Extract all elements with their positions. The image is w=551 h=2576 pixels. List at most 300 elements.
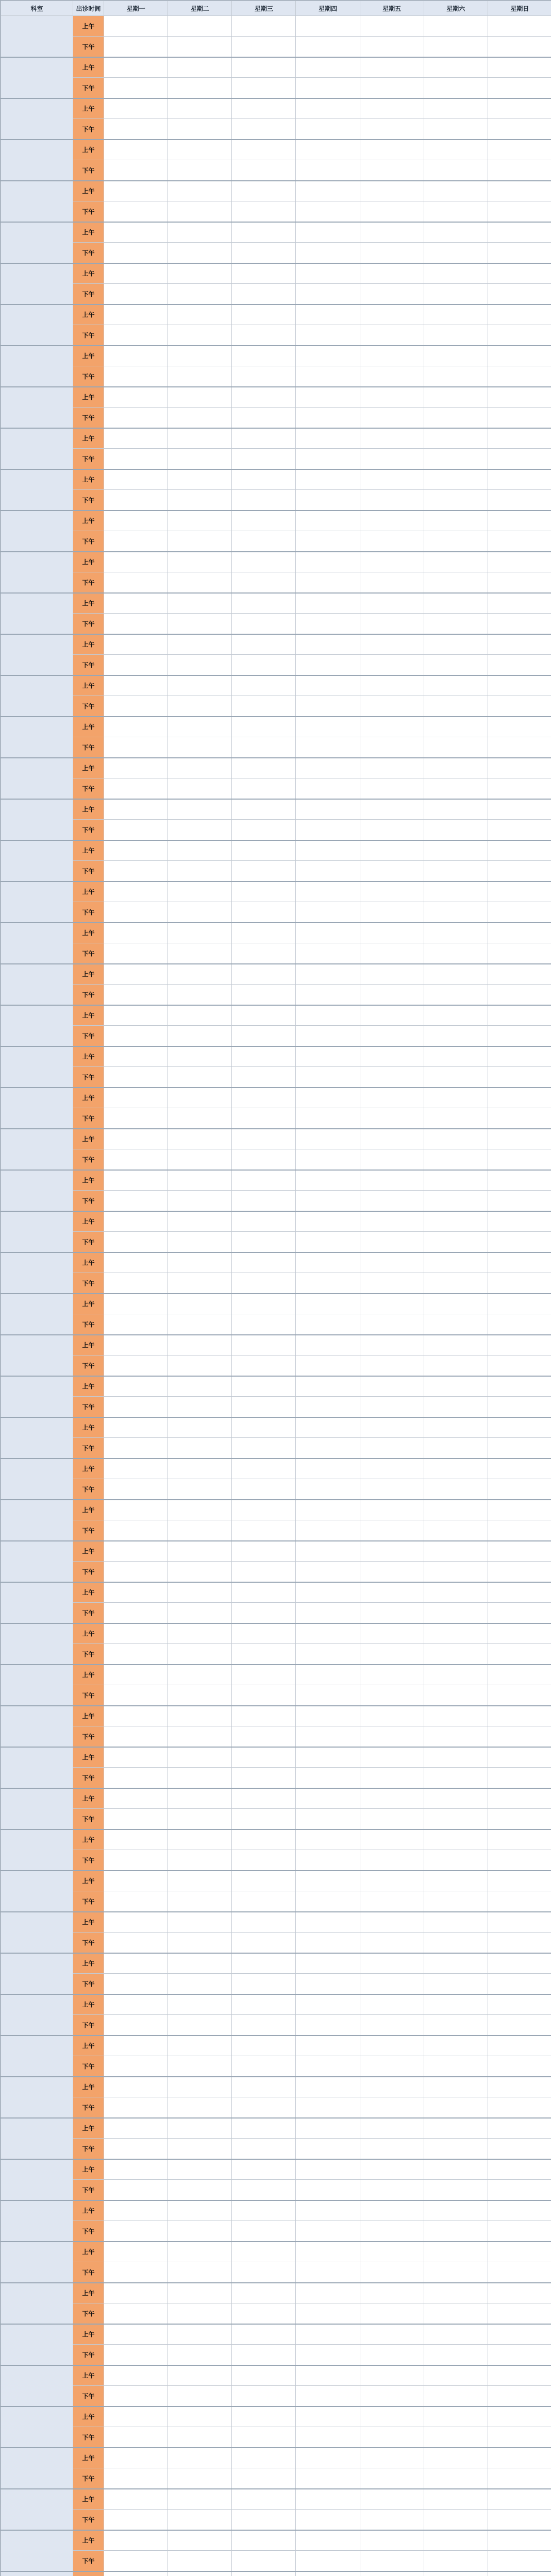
schedule-cell-text xyxy=(296,2056,359,2058)
schedule-cell xyxy=(104,675,168,696)
schedule-cell-text xyxy=(296,1789,359,1791)
schedule-cell xyxy=(360,1479,424,1500)
schedule-cell xyxy=(360,1046,424,1067)
schedule-cell-text xyxy=(104,181,168,183)
schedule-cell xyxy=(104,1871,168,1891)
schedule-cell xyxy=(232,2303,296,2324)
schedule-cell xyxy=(360,2221,424,2242)
schedule-cell-text xyxy=(104,717,168,719)
schedule-cell-text xyxy=(360,1171,424,1173)
schedule-cell xyxy=(296,2180,360,2200)
schedule-cell-text xyxy=(104,696,168,698)
schedule-cell-text xyxy=(232,2119,295,2121)
schedule-cell-text xyxy=(296,2386,359,2388)
department-cell xyxy=(1,2448,73,2489)
schedule-cell-text xyxy=(360,1891,424,1893)
schedule-cell xyxy=(488,366,551,387)
schedule-cell xyxy=(488,2180,551,2200)
schedule-cell xyxy=(360,2406,424,2427)
table-row xyxy=(1,1953,551,1974)
schedule-cell-text xyxy=(168,737,231,739)
schedule-cell xyxy=(296,2510,360,2530)
schedule-cell xyxy=(360,1541,424,1562)
schedule-cell-text xyxy=(360,1809,424,1811)
schedule-cell-text xyxy=(168,1706,231,1708)
schedule-cell-text xyxy=(360,2468,424,2470)
schedule-cell xyxy=(424,2056,488,2077)
schedule-cell-text xyxy=(360,140,424,142)
schedule-cell-text xyxy=(232,2325,295,2327)
schedule-cell-text xyxy=(104,1355,168,1358)
schedule-cell-text xyxy=(488,1871,551,1873)
schedule-cell xyxy=(104,1314,168,1335)
schedule-cell xyxy=(232,511,296,531)
schedule-cell xyxy=(168,243,232,263)
schedule-cell xyxy=(424,2036,488,2056)
session-pm: 下午 xyxy=(73,1232,104,1252)
department-cell xyxy=(1,2283,73,2324)
schedule-cell-text xyxy=(488,943,551,945)
schedule-cell xyxy=(360,160,424,181)
schedule-cell-text xyxy=(104,1294,168,1296)
schedule-cell xyxy=(232,366,296,387)
schedule-cell xyxy=(232,1891,296,1912)
schedule-cell xyxy=(232,304,296,325)
schedule-cell xyxy=(104,2510,168,2530)
schedule-cell-text xyxy=(168,2489,231,2492)
schedule-cell-text xyxy=(360,78,424,80)
schedule-cell xyxy=(296,778,360,799)
schedule-cell xyxy=(296,737,360,758)
schedule-cell xyxy=(488,140,551,160)
schedule-cell xyxy=(360,37,424,57)
schedule-cell xyxy=(488,2056,551,2077)
schedule-cell xyxy=(360,2200,424,2221)
schedule-cell xyxy=(296,1211,360,1232)
schedule-cell-text xyxy=(424,594,488,596)
schedule-cell xyxy=(168,1232,232,1252)
schedule-cell xyxy=(360,1953,424,1974)
schedule-cell-text xyxy=(104,985,168,987)
schedule-cell-text xyxy=(360,1933,424,1935)
schedule-cell-text xyxy=(168,58,231,60)
schedule-cell xyxy=(232,572,296,593)
schedule-cell-text xyxy=(232,1830,295,1832)
schedule-cell xyxy=(104,1046,168,1067)
schedule-cell-text xyxy=(488,1891,551,1893)
schedule-cell-text xyxy=(488,985,551,987)
schedule-cell xyxy=(232,1541,296,1562)
schedule-cell xyxy=(424,2118,488,2139)
schedule-cell xyxy=(360,943,424,964)
table-row xyxy=(1,2345,551,2365)
schedule-cell xyxy=(104,1191,168,1211)
schedule-cell-text xyxy=(360,696,424,698)
schedule-cell-text xyxy=(488,1191,551,1193)
schedule-cell-text xyxy=(296,1294,359,1296)
schedule-cell xyxy=(232,2056,296,2077)
schedule-cell-text xyxy=(488,2427,551,2429)
schedule-cell xyxy=(488,2200,551,2221)
schedule-cell-text xyxy=(424,99,488,101)
schedule-cell-text xyxy=(424,366,488,368)
schedule-cell xyxy=(168,2406,232,2427)
schedule-cell xyxy=(296,882,360,902)
schedule-cell-text xyxy=(232,140,295,142)
schedule-cell-text xyxy=(232,284,295,286)
schedule-cell-text xyxy=(424,2262,488,2264)
table-row xyxy=(1,1520,551,1541)
schedule-cell-text xyxy=(168,2160,231,2162)
schedule-cell xyxy=(232,1005,296,1026)
schedule-cell xyxy=(360,778,424,799)
session-am: 上午 xyxy=(73,346,104,366)
department-cell xyxy=(1,2242,73,2283)
schedule-cell-text xyxy=(360,1397,424,1399)
schedule-cell-text xyxy=(424,1335,488,1337)
schedule-cell-text xyxy=(168,800,231,802)
schedule-cell xyxy=(488,387,551,408)
schedule-cell xyxy=(360,1850,424,1871)
schedule-cell xyxy=(232,1912,296,1933)
schedule-cell xyxy=(488,2530,551,2551)
schedule-cell-text xyxy=(488,800,551,802)
schedule-cell-text xyxy=(296,2160,359,2162)
schedule-cell-text xyxy=(168,2572,231,2574)
session-am: 上午 xyxy=(73,2242,104,2262)
session-pm: 下午 xyxy=(73,820,104,840)
table-row xyxy=(1,634,551,655)
schedule-cell xyxy=(488,1088,551,1108)
schedule-cell xyxy=(488,1582,551,1603)
schedule-cell xyxy=(296,1644,360,1665)
session-pm: 下午 xyxy=(73,1026,104,1046)
schedule-cell-text xyxy=(360,2427,424,2429)
schedule-cell-text xyxy=(360,1294,424,1296)
schedule-cell xyxy=(232,1129,296,1149)
schedule-cell-text xyxy=(360,2366,424,2368)
schedule-cell xyxy=(168,57,232,78)
schedule-cell-text xyxy=(296,2325,359,2327)
schedule-cell xyxy=(488,1046,551,1067)
schedule-cell-text xyxy=(488,696,551,698)
schedule-cell xyxy=(424,325,488,346)
schedule-cell xyxy=(104,98,168,119)
schedule-cell-text xyxy=(360,37,424,39)
schedule-cell xyxy=(296,2365,360,2386)
schedule-cell xyxy=(232,2468,296,2489)
schedule-cell xyxy=(168,387,232,408)
schedule-cell xyxy=(360,140,424,160)
schedule-cell xyxy=(232,408,296,428)
schedule-cell-text xyxy=(488,1995,551,1997)
schedule-cell xyxy=(104,799,168,820)
schedule-cell-text xyxy=(488,16,551,18)
schedule-cell xyxy=(104,243,168,263)
schedule-cell xyxy=(488,1974,551,1994)
schedule-cell-text xyxy=(168,1850,231,1852)
schedule-cell-text xyxy=(360,346,424,348)
schedule-cell-text xyxy=(168,284,231,286)
schedule-cell-text xyxy=(168,1603,231,1605)
schedule-cell-text xyxy=(488,841,551,843)
schedule-cell xyxy=(104,366,168,387)
schedule-cell-text xyxy=(360,1603,424,1605)
schedule-cell-text xyxy=(424,1006,488,1008)
table-row xyxy=(1,696,551,717)
session-pm: 下午 xyxy=(73,1314,104,1335)
schedule-cell-text xyxy=(360,1253,424,1255)
department-cell xyxy=(1,1088,73,1129)
schedule-cell-text xyxy=(360,1665,424,1667)
schedule-cell xyxy=(168,37,232,57)
schedule-cell-text xyxy=(488,140,551,142)
schedule-cell xyxy=(232,1953,296,1974)
schedule-cell xyxy=(296,325,360,346)
schedule-cell xyxy=(424,1768,488,1788)
schedule-cell-text xyxy=(488,264,551,266)
schedule-cell-text xyxy=(424,181,488,183)
schedule-cell-text xyxy=(424,1830,488,1832)
schedule-cell-text xyxy=(168,717,231,719)
table-row xyxy=(1,1768,551,1788)
schedule-cell-text xyxy=(360,1149,424,1151)
schedule-cell-text xyxy=(296,408,359,410)
schedule-cell xyxy=(360,1252,424,1273)
schedule-cell-text xyxy=(168,1438,231,1440)
schedule-cell-text xyxy=(104,160,168,162)
schedule-cell xyxy=(296,37,360,57)
schedule-cell xyxy=(232,449,296,469)
schedule-cell xyxy=(104,37,168,57)
schedule-cell xyxy=(104,1788,168,1809)
schedule-cell xyxy=(232,2118,296,2139)
schedule-cell xyxy=(488,78,551,98)
schedule-cell-text xyxy=(232,2283,295,2285)
schedule-cell xyxy=(360,2468,424,2489)
schedule-cell xyxy=(104,2242,168,2262)
schedule-cell xyxy=(424,1191,488,1211)
schedule-cell xyxy=(296,717,360,737)
schedule-cell xyxy=(232,325,296,346)
schedule-cell-text xyxy=(488,201,551,204)
schedule-cell xyxy=(104,923,168,943)
schedule-cell-text xyxy=(296,943,359,945)
schedule-cell xyxy=(232,1355,296,1376)
schedule-cell-text xyxy=(488,1748,551,1750)
schedule-cell xyxy=(488,1788,551,1809)
schedule-cell xyxy=(232,820,296,840)
schedule-cell-text xyxy=(296,841,359,843)
schedule-cell xyxy=(168,737,232,758)
schedule-cell xyxy=(104,717,168,737)
schedule-cell-text xyxy=(104,1191,168,1193)
schedule-cell-text xyxy=(296,882,359,884)
department-cell xyxy=(1,1211,73,1252)
schedule-cell xyxy=(488,717,551,737)
schedule-cell-text xyxy=(488,676,551,678)
schedule-cell xyxy=(232,2200,296,2221)
table-row xyxy=(1,1562,551,1582)
table-row xyxy=(1,78,551,98)
schedule-cell-text xyxy=(296,1171,359,1173)
schedule-cell xyxy=(424,263,488,284)
schedule-cell xyxy=(168,2386,232,2406)
schedule-cell xyxy=(296,1376,360,1397)
schedule-cell xyxy=(232,1108,296,1129)
schedule-cell xyxy=(232,1623,296,1644)
schedule-cell-text xyxy=(232,2572,295,2574)
department-cell xyxy=(1,2036,73,2077)
schedule-cell xyxy=(360,511,424,531)
schedule-cell xyxy=(488,1603,551,1623)
session-am: 上午 xyxy=(73,469,104,490)
session-pm: 下午 xyxy=(73,696,104,717)
schedule-cell xyxy=(296,428,360,449)
schedule-cell xyxy=(488,2489,551,2510)
schedule-cell xyxy=(360,1644,424,1665)
schedule-cell xyxy=(232,1314,296,1335)
schedule-cell-text xyxy=(168,902,231,904)
schedule-cell xyxy=(360,2489,424,2510)
schedule-cell-text xyxy=(104,264,168,266)
schedule-cell xyxy=(104,1829,168,1850)
table-row xyxy=(1,140,551,160)
table-row xyxy=(1,2036,551,2056)
schedule-cell xyxy=(488,346,551,366)
schedule-cell xyxy=(424,37,488,57)
schedule-cell xyxy=(488,840,551,861)
schedule-cell xyxy=(488,284,551,304)
schedule-cell xyxy=(360,263,424,284)
session-pm: 下午 xyxy=(73,1438,104,1459)
department-cell xyxy=(1,1623,73,1665)
schedule-cell-text xyxy=(360,1026,424,1028)
schedule-cell-text xyxy=(360,861,424,863)
table-row xyxy=(1,1582,551,1603)
schedule-cell-text xyxy=(168,923,231,925)
schedule-cell xyxy=(296,222,360,243)
schedule-cell xyxy=(424,1520,488,1541)
schedule-cell-text xyxy=(424,1603,488,1605)
schedule-cell xyxy=(488,1355,551,1376)
schedule-cell xyxy=(104,1768,168,1788)
schedule-cell-text xyxy=(488,552,551,554)
schedule-cell xyxy=(168,1768,232,1788)
department-cell xyxy=(1,428,73,469)
session-pm: 下午 xyxy=(73,449,104,469)
schedule-cell xyxy=(232,943,296,964)
session-pm: 下午 xyxy=(73,1273,104,1294)
department-cell xyxy=(1,1829,73,1871)
schedule-cell-text xyxy=(168,985,231,987)
schedule-cell xyxy=(424,2365,488,2386)
session-pm: 下午 xyxy=(73,655,104,675)
schedule-cell-text xyxy=(488,1830,551,1832)
schedule-cell xyxy=(232,1417,296,1438)
schedule-cell-text xyxy=(232,1253,295,1255)
schedule-cell xyxy=(360,1438,424,1459)
schedule-cell-text xyxy=(360,1850,424,1852)
table-row xyxy=(1,1417,551,1438)
schedule-cell xyxy=(232,717,296,737)
schedule-cell xyxy=(232,2097,296,2118)
schedule-cell-text xyxy=(488,1850,551,1852)
schedule-cell xyxy=(360,1026,424,1046)
schedule-cell-text xyxy=(488,325,551,327)
schedule-cell-text xyxy=(168,655,231,657)
schedule-cell xyxy=(360,1191,424,1211)
schedule-cell-text xyxy=(488,1665,551,1667)
schedule-cell-text xyxy=(360,284,424,286)
schedule-cell xyxy=(360,387,424,408)
schedule-cell xyxy=(296,1562,360,1582)
session-pm: 下午 xyxy=(73,1355,104,1376)
table-row xyxy=(1,1726,551,1747)
schedule-cell xyxy=(168,511,232,531)
schedule-cell-text xyxy=(360,181,424,183)
schedule-cell xyxy=(424,717,488,737)
schedule-cell xyxy=(488,675,551,696)
schedule-cell-text xyxy=(488,1541,551,1544)
schedule-cell xyxy=(232,1994,296,2015)
session-pm: 下午 xyxy=(73,1108,104,1129)
schedule-cell xyxy=(104,222,168,243)
schedule-cell-text xyxy=(424,2180,488,2182)
schedule-cell xyxy=(488,449,551,469)
schedule-cell-text xyxy=(424,1995,488,1997)
schedule-cell xyxy=(104,943,168,964)
schedule-cell-text xyxy=(360,2221,424,2223)
schedule-cell xyxy=(424,1953,488,1974)
schedule-cell xyxy=(168,1726,232,1747)
schedule-cell xyxy=(488,1623,551,1644)
schedule-cell xyxy=(360,1149,424,1170)
schedule-cell-text xyxy=(424,1438,488,1440)
schedule-cell xyxy=(232,2448,296,2468)
schedule-cell-text xyxy=(104,1583,168,1585)
schedule-cell xyxy=(296,1623,360,1644)
schedule-cell-text xyxy=(104,1912,168,1914)
table-row xyxy=(1,1891,551,1912)
schedule-cell xyxy=(360,1768,424,1788)
schedule-cell xyxy=(168,1603,232,1623)
schedule-cell xyxy=(296,1129,360,1149)
schedule-cell xyxy=(232,181,296,201)
schedule-cell xyxy=(232,964,296,985)
table-row xyxy=(1,160,551,181)
schedule-cell-text xyxy=(104,1273,168,1275)
schedule-cell-text xyxy=(104,1891,168,1893)
schedule-cell-text xyxy=(104,2262,168,2264)
schedule-cell-text xyxy=(232,1933,295,1935)
schedule-cell-text xyxy=(104,902,168,904)
session-pm: 下午 xyxy=(73,1974,104,1994)
schedule-cell-text xyxy=(168,78,231,80)
session-am: 上午 xyxy=(73,2324,104,2345)
schedule-cell xyxy=(360,1129,424,1149)
schedule-cell xyxy=(104,593,168,614)
schedule-cell xyxy=(488,1170,551,1191)
schedule-cell xyxy=(488,1933,551,1953)
schedule-cell-text xyxy=(488,2366,551,2368)
schedule-cell xyxy=(168,1685,232,1706)
schedule-cell xyxy=(424,902,488,923)
schedule-cell-text xyxy=(232,1871,295,1873)
schedule-cell xyxy=(168,2077,232,2097)
schedule-cell-text xyxy=(168,1459,231,1461)
schedule-cell xyxy=(360,1603,424,1623)
